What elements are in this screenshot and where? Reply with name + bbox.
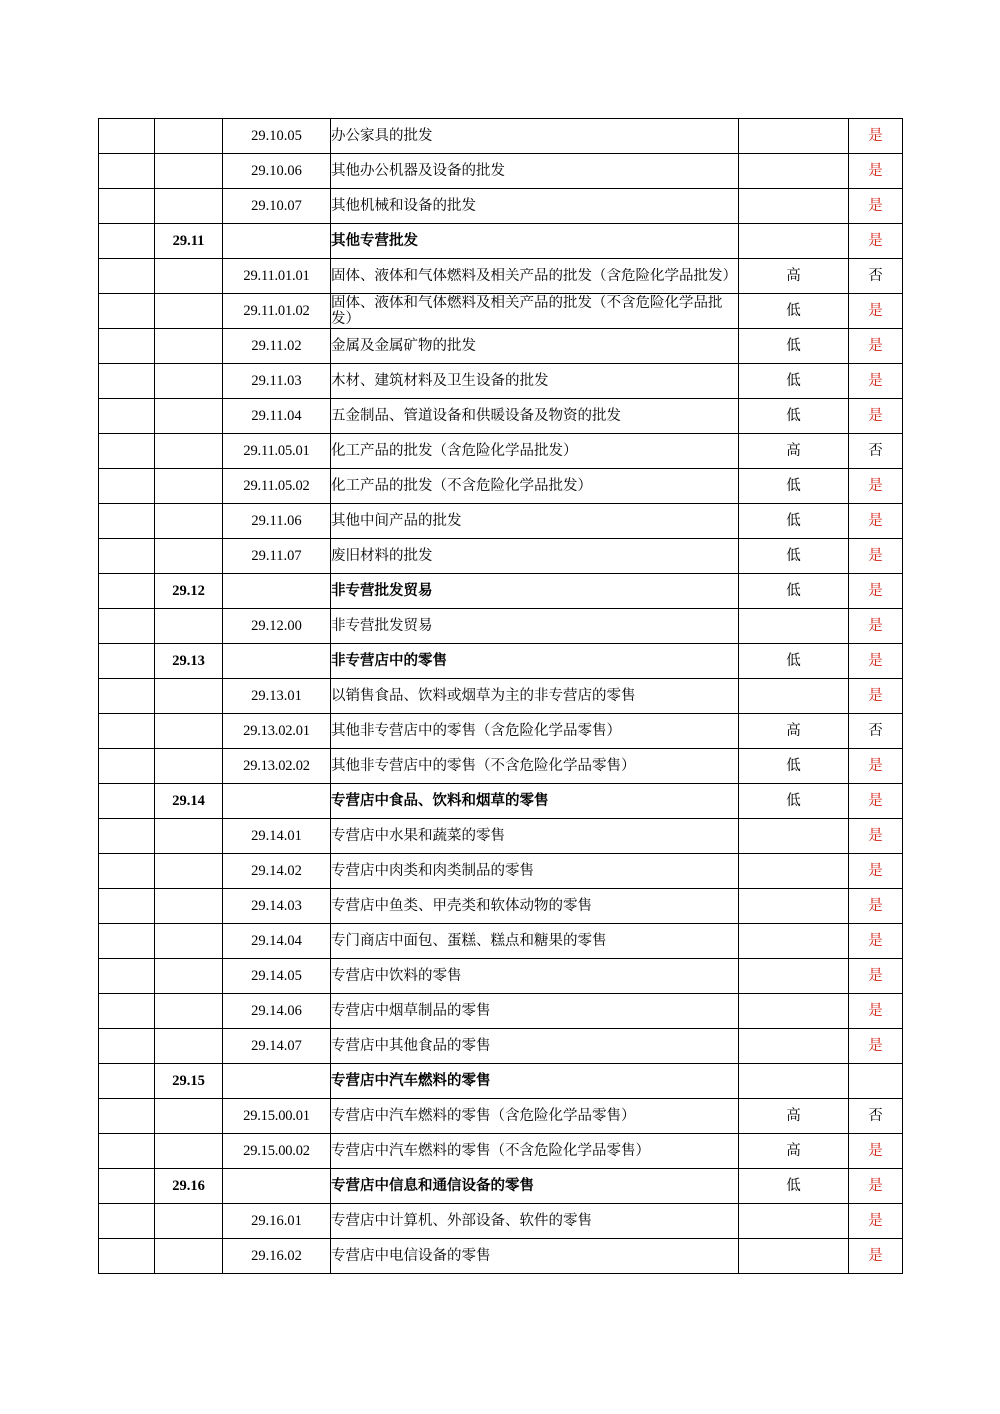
cell-middle-category: 29.15	[155, 1064, 223, 1099]
cell-industry-name: 其他中间产品的批发	[331, 504, 739, 539]
table-row	[99, 609, 903, 644]
cell-applicable-flag: 是	[849, 329, 903, 364]
cell-applicable-flag: 是	[849, 154, 903, 189]
cell-code: 29.12.00	[223, 609, 331, 644]
cell-risk-level: 高	[739, 259, 849, 294]
cell-major-category	[99, 434, 155, 469]
cell-major-category	[99, 889, 155, 924]
cell-applicable-flag: 否	[849, 1099, 903, 1134]
cell-risk-level: 高	[739, 434, 849, 469]
table-row	[99, 574, 903, 609]
cell-risk-level: 低	[739, 329, 849, 364]
cell-applicable-flag: 是	[849, 819, 903, 854]
cell-risk-level: 低	[739, 1169, 849, 1204]
table-row	[99, 539, 903, 574]
cell-applicable-flag: 是	[849, 1204, 903, 1239]
cell-industry-name: 其他办公机器及设备的批发	[331, 154, 739, 189]
cell-major-category	[99, 924, 155, 959]
cell-middle-category	[155, 1204, 223, 1239]
cell-industry-name: 木材、建筑材料及卫生设备的批发	[331, 364, 739, 399]
cell-major-category	[99, 294, 155, 329]
cell-industry-name: 专营店中汽车燃料的零售（含危险化学品零售）	[331, 1099, 739, 1134]
cell-applicable-flag: 是	[849, 1169, 903, 1204]
cell-industry-name: 化工产品的批发（不含危险化学品批发）	[331, 469, 739, 504]
cell-code: 29.11.04	[223, 399, 331, 434]
cell-middle-category	[155, 714, 223, 749]
cell-code: 29.14.07	[223, 1029, 331, 1064]
cell-industry-name: 非专营批发贸易	[331, 609, 739, 644]
cell-industry-name: 废旧材料的批发	[331, 539, 739, 574]
cell-industry-name: 专营店中食品、饮料和烟草的零售	[331, 784, 739, 819]
cell-middle-category	[155, 1029, 223, 1064]
cell-code: 29.11.06	[223, 504, 331, 539]
cell-major-category	[99, 259, 155, 294]
cell-major-category	[99, 574, 155, 609]
table-row	[99, 154, 903, 189]
cell-applicable-flag: 是	[849, 959, 903, 994]
cell-industry-name: 专营店中汽车燃料的零售	[331, 1064, 739, 1099]
cell-risk-level	[739, 994, 849, 1029]
cell-major-category	[99, 504, 155, 539]
cell-applicable-flag: 是	[849, 1029, 903, 1064]
cell-risk-level	[739, 679, 849, 714]
cell-middle-category	[155, 539, 223, 574]
table-row	[99, 1099, 903, 1134]
cell-middle-category	[155, 1099, 223, 1134]
cell-major-category	[99, 399, 155, 434]
cell-middle-category	[155, 994, 223, 1029]
table-row	[99, 224, 903, 259]
cell-major-category	[99, 854, 155, 889]
cell-code: 29.11.05.01	[223, 434, 331, 469]
cell-industry-name	[331, 259, 739, 294]
cell-middle-category	[155, 819, 223, 854]
cell-risk-level: 低	[739, 644, 849, 679]
cell-risk-level	[739, 189, 849, 224]
cell-industry-name: 专营店中汽车燃料的零售（不含危险化学品零售）	[331, 1134, 739, 1169]
cell-middle-category	[155, 399, 223, 434]
cell-middle-category	[155, 749, 223, 784]
cell-code: 29.11.01.02	[223, 294, 331, 329]
cell-middle-category	[155, 854, 223, 889]
cell-industry-name: 专营店中其他食品的零售	[331, 1029, 739, 1064]
cell-code: 29.15.00.02	[223, 1134, 331, 1169]
cell-middle-category	[155, 294, 223, 329]
cell-applicable-flag: 是	[849, 399, 903, 434]
cell-code: 29.11.03	[223, 364, 331, 399]
cell-code: 29.13.02.02	[223, 749, 331, 784]
industry-classification-table	[98, 118, 903, 1274]
table-row	[99, 889, 903, 924]
table-row	[99, 259, 903, 294]
cell-middle-category	[155, 504, 223, 539]
cell-middle-category	[155, 469, 223, 504]
cell-industry-name: 专营店中烟草制品的零售	[331, 994, 739, 1029]
table-row	[99, 784, 903, 819]
cell-major-category	[99, 714, 155, 749]
cell-major-category	[99, 644, 155, 679]
cell-risk-level: 高	[739, 1099, 849, 1134]
cell-middle-category	[155, 259, 223, 294]
cell-applicable-flag: 是	[849, 1239, 903, 1274]
cell-code: 29.14.05	[223, 959, 331, 994]
table-row	[99, 1169, 903, 1204]
cell-applicable-flag: 是	[849, 679, 903, 714]
cell-code	[223, 224, 331, 259]
table-row	[99, 959, 903, 994]
table-row	[99, 434, 903, 469]
cell-code: 29.11.05.02	[223, 469, 331, 504]
industry-name-text: 固体、液体和气体燃料及相关产品的批发（不含危险化学品批发）	[331, 294, 723, 327]
cell-applicable-flag: 是	[849, 854, 903, 889]
cell-middle-category: 29.12	[155, 574, 223, 609]
cell-code	[223, 1064, 331, 1099]
cell-applicable-flag: 是	[849, 749, 903, 784]
cell-risk-level: 高	[739, 714, 849, 749]
cell-industry-name: 办公家具的批发	[331, 119, 739, 154]
cell-code: 29.15.00.01	[223, 1099, 331, 1134]
cell-code: 29.11.02	[223, 329, 331, 364]
cell-code: 29.14.03	[223, 889, 331, 924]
cell-applicable-flag: 是	[849, 469, 903, 504]
cell-applicable-flag: 是	[849, 364, 903, 399]
table-row	[99, 469, 903, 504]
table-row	[99, 294, 903, 329]
cell-code: 29.16.01	[223, 1204, 331, 1239]
cell-risk-level	[739, 959, 849, 994]
cell-risk-level: 低	[739, 784, 849, 819]
cell-middle-category	[155, 889, 223, 924]
cell-industry-name: 其他机械和设备的批发	[331, 189, 739, 224]
cell-code	[223, 644, 331, 679]
cell-applicable-flag: 是	[849, 924, 903, 959]
cell-code: 29.14.02	[223, 854, 331, 889]
cell-risk-level: 低	[739, 399, 849, 434]
cell-major-category	[99, 364, 155, 399]
table-body	[99, 119, 903, 1274]
cell-middle-category	[155, 189, 223, 224]
cell-middle-category	[155, 154, 223, 189]
cell-industry-name: 五金制品、管道设备和供暖设备及物资的批发	[331, 399, 739, 434]
cell-major-category	[99, 1239, 155, 1274]
industry-name-text: 固体、液体和气体燃料及相关产品的批发（含危险化学品批发）	[331, 267, 737, 284]
cell-industry-name: 专门商店中面包、蛋糕、糕点和糖果的零售	[331, 924, 739, 959]
cell-middle-category	[155, 1239, 223, 1274]
cell-risk-level	[739, 1064, 849, 1099]
table-row	[99, 329, 903, 364]
cell-middle-category: 29.11	[155, 224, 223, 259]
cell-industry-name: 以销售食品、饮料或烟草为主的非专营店的零售	[331, 679, 739, 714]
cell-middle-category	[155, 364, 223, 399]
cell-applicable-flag: 是	[849, 539, 903, 574]
cell-applicable-flag: 否	[849, 434, 903, 469]
cell-major-category	[99, 959, 155, 994]
table-row	[99, 644, 903, 679]
cell-code: 29.13.02.01	[223, 714, 331, 749]
table-row	[99, 714, 903, 749]
cell-risk-level	[739, 609, 849, 644]
cell-middle-category: 29.16	[155, 1169, 223, 1204]
cell-middle-category	[155, 329, 223, 364]
cell-code	[223, 1169, 331, 1204]
cell-major-category	[99, 119, 155, 154]
cell-industry-name: 专营店中信息和通信设备的零售	[331, 1169, 739, 1204]
cell-code: 29.11.01.01	[223, 259, 331, 294]
cell-major-category	[99, 994, 155, 1029]
cell-middle-category: 29.14	[155, 784, 223, 819]
cell-middle-category	[155, 679, 223, 714]
cell-industry-name: 其他专营批发	[331, 224, 739, 259]
cell-code: 29.16.02	[223, 1239, 331, 1274]
cell-major-category	[99, 1204, 155, 1239]
cell-code: 29.10.07	[223, 189, 331, 224]
cell-risk-level	[739, 889, 849, 924]
table-row	[99, 749, 903, 784]
cell-risk-level	[739, 1204, 849, 1239]
cell-industry-name: 专营店中水果和蔬菜的零售	[331, 819, 739, 854]
cell-applicable-flag: 是	[849, 189, 903, 224]
cell-applicable-flag: 是	[849, 889, 903, 924]
cell-applicable-flag: 是	[849, 294, 903, 329]
cell-risk-level: 低	[739, 294, 849, 329]
cell-industry-name: 专营店中肉类和肉类制品的零售	[331, 854, 739, 889]
table-row	[99, 364, 903, 399]
cell-industry-name: 专营店中饮料的零售	[331, 959, 739, 994]
cell-industry-name: 专营店中鱼类、甲壳类和软体动物的零售	[331, 889, 739, 924]
cell-major-category	[99, 329, 155, 364]
cell-major-category	[99, 749, 155, 784]
cell-risk-level: 高	[739, 1134, 849, 1169]
cell-major-category	[99, 539, 155, 574]
table-row	[99, 994, 903, 1029]
cell-risk-level	[739, 119, 849, 154]
cell-major-category	[99, 189, 155, 224]
cell-applicable-flag: 是	[849, 504, 903, 539]
cell-middle-category	[155, 1134, 223, 1169]
cell-industry-name: 化工产品的批发（含危险化学品批发）	[331, 434, 739, 469]
cell-risk-level: 低	[739, 749, 849, 784]
cell-code: 29.14.04	[223, 924, 331, 959]
cell-industry-name: 其他非专营店中的零售（不含危险化学品零售）	[331, 749, 739, 784]
table-row	[99, 189, 903, 224]
cell-middle-category	[155, 924, 223, 959]
table-row	[99, 1134, 903, 1169]
cell-industry-name: 专营店中电信设备的零售	[331, 1239, 739, 1274]
cell-applicable-flag: 是	[849, 644, 903, 679]
cell-code: 29.10.06	[223, 154, 331, 189]
cell-code: 29.10.05	[223, 119, 331, 154]
cell-risk-level	[739, 154, 849, 189]
cell-code: 29.11.07	[223, 539, 331, 574]
cell-major-category	[99, 469, 155, 504]
cell-risk-level: 低	[739, 574, 849, 609]
cell-risk-level	[739, 924, 849, 959]
table-row	[99, 1204, 903, 1239]
table-row	[99, 504, 903, 539]
cell-risk-level	[739, 1029, 849, 1064]
cell-applicable-flag: 是	[849, 119, 903, 154]
cell-applicable-flag: 否	[849, 259, 903, 294]
cell-middle-category	[155, 959, 223, 994]
cell-risk-level	[739, 224, 849, 259]
cell-major-category	[99, 154, 155, 189]
cell-code	[223, 784, 331, 819]
cell-risk-level: 低	[739, 469, 849, 504]
cell-risk-level: 低	[739, 364, 849, 399]
cell-code: 29.13.01	[223, 679, 331, 714]
cell-applicable-flag: 是	[849, 994, 903, 1029]
cell-major-category	[99, 224, 155, 259]
cell-risk-level	[739, 1239, 849, 1274]
cell-code: 29.14.01	[223, 819, 331, 854]
cell-applicable-flag: 是	[849, 224, 903, 259]
cell-middle-category	[155, 609, 223, 644]
cell-applicable-flag: 是	[849, 1134, 903, 1169]
cell-industry-name: 非专营店中的零售	[331, 644, 739, 679]
cell-middle-category	[155, 119, 223, 154]
table-row	[99, 679, 903, 714]
cell-middle-category	[155, 434, 223, 469]
table-row	[99, 1029, 903, 1064]
table-row	[99, 1239, 903, 1274]
cell-major-category	[99, 1064, 155, 1099]
cell-industry-name: 金属及金属矿物的批发	[331, 329, 739, 364]
cell-applicable-flag: 是	[849, 784, 903, 819]
table-row	[99, 119, 903, 154]
cell-major-category	[99, 1169, 155, 1204]
cell-code	[223, 574, 331, 609]
cell-code: 29.14.06	[223, 994, 331, 1029]
cell-industry-name: 非专营批发贸易	[331, 574, 739, 609]
cell-major-category	[99, 1029, 155, 1064]
cell-major-category	[99, 679, 155, 714]
cell-major-category	[99, 1099, 155, 1134]
cell-middle-category: 29.13	[155, 644, 223, 679]
cell-applicable-flag	[849, 1064, 903, 1099]
cell-applicable-flag: 是	[849, 574, 903, 609]
cell-industry-name	[331, 294, 739, 329]
cell-applicable-flag: 否	[849, 714, 903, 749]
cell-industry-name: 专营店中计算机、外部设备、软件的零售	[331, 1204, 739, 1239]
cell-major-category	[99, 609, 155, 644]
cell-risk-level: 低	[739, 539, 849, 574]
cell-major-category	[99, 1134, 155, 1169]
cell-applicable-flag: 是	[849, 609, 903, 644]
cell-risk-level	[739, 854, 849, 889]
table-row	[99, 1064, 903, 1099]
cell-industry-name: 其他非专营店中的零售（含危险化学品零售）	[331, 714, 739, 749]
cell-risk-level	[739, 819, 849, 854]
table-row	[99, 854, 903, 889]
cell-major-category	[99, 819, 155, 854]
cell-risk-level: 低	[739, 504, 849, 539]
table-row	[99, 399, 903, 434]
cell-major-category	[99, 784, 155, 819]
table-row	[99, 924, 903, 959]
table-row	[99, 819, 903, 854]
